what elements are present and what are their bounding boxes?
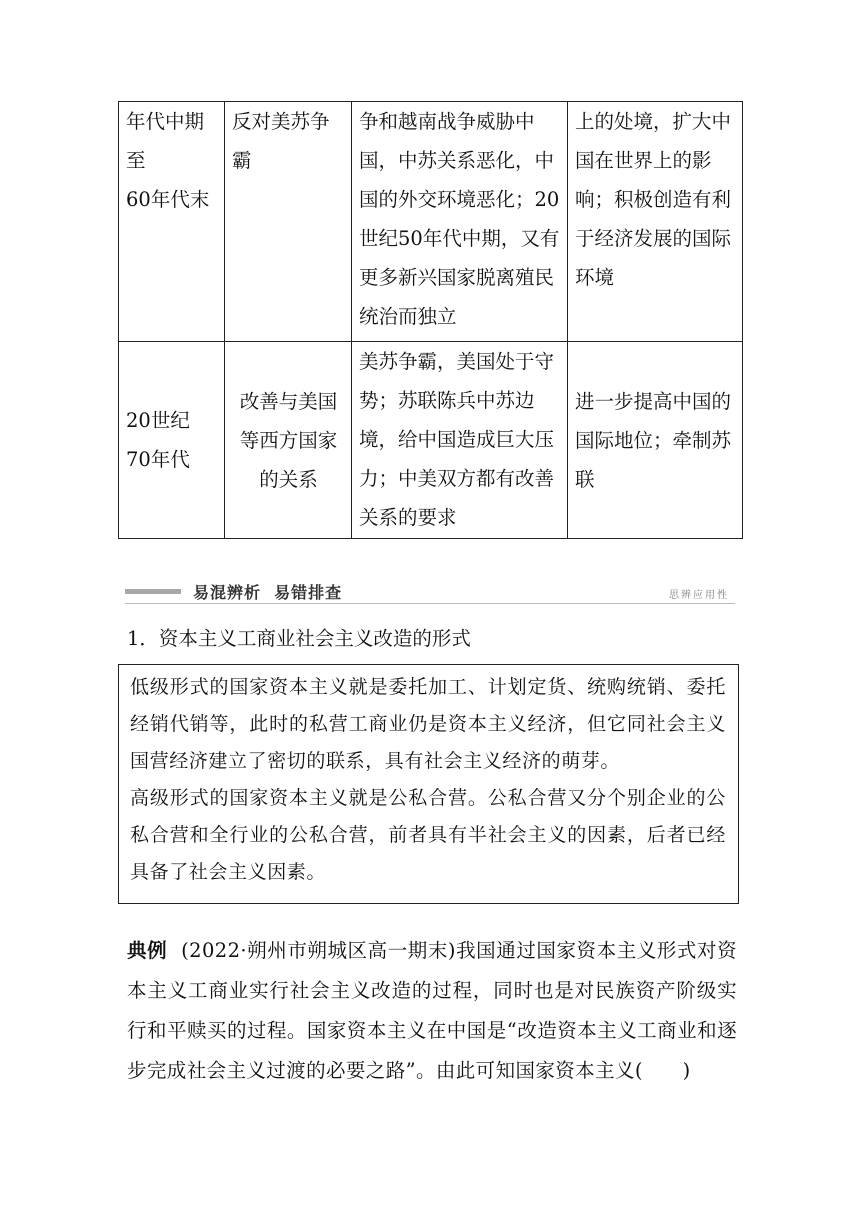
heading-number: 1． bbox=[127, 627, 159, 650]
effect-cell: 上的处境，扩大中国在世界上的影响；积极创造有利于经济发展的国际环境 bbox=[568, 102, 743, 342]
background-cell: 美苏争霸，美国处于守势；苏联陈兵中苏边境，给中国造成巨大压力；中美双方都有改善关系的要求 bbox=[352, 342, 568, 539]
section-header bbox=[125, 580, 735, 604]
example-question bbox=[127, 931, 737, 1091]
box-paragraph: 低级形式的国家资本主义就是委托加工、计划定货、统购统销、委托经销代销等，此时的私营工商业仍是资本主义经济，但它同社会主义国营经济建立了密切的联系，具有社会主义经济的萌芽。 bbox=[130, 676, 726, 772]
example-text: (2022·朔州市朔城区高一期末)我国通过国家资本主义形式对资本主义工商业实行社会主义改造的过程，同时也是对民族资产阶级实行和平赎买的过程。国家资本主义在中国是“改造资本主义工商业和逐步完成社会主义过渡的必要之路”。由此可知国家资本主义( ) bbox=[127, 939, 737, 1082]
explanation-box bbox=[118, 664, 739, 904]
period-cell: 20世纪 70年代 bbox=[119, 342, 225, 539]
policy-cell: 改善与美国等西方国家的关系 bbox=[225, 342, 352, 539]
table-row bbox=[119, 342, 743, 539]
period-cell: 年代中期至 60年代末 bbox=[119, 102, 225, 342]
section-stripe bbox=[125, 589, 181, 594]
background-cell: 争和越南战争威胁中国，中苏关系恶化，中国的外交环境恶化；20世纪50年代中期，又有更多新兴国家脱离殖民统治而独立 bbox=[352, 102, 568, 342]
example-label: 典例 bbox=[127, 939, 168, 962]
heading-text: 资本主义工商业社会主义改造的形式 bbox=[158, 627, 471, 650]
policy-cell: 反对美苏争霸 bbox=[225, 102, 352, 342]
box-paragraph: 高级形式的国家资本主义就是公私合营。公私合营又分个别企业的公私合营和全行业的公私合营，前者具有半社会主义的因素，后者已经具备了社会主义因素。 bbox=[130, 787, 726, 883]
point-heading bbox=[127, 624, 471, 654]
effect-cell: 进一步提高中国的国际地位；牵制苏联 bbox=[568, 342, 743, 539]
section-title: 易混辨析 易错排查 bbox=[193, 583, 343, 602]
section-divider bbox=[125, 603, 735, 604]
table-row bbox=[119, 102, 743, 342]
history-table bbox=[118, 101, 743, 539]
section-tag: 思辨应用性 bbox=[669, 590, 729, 601]
